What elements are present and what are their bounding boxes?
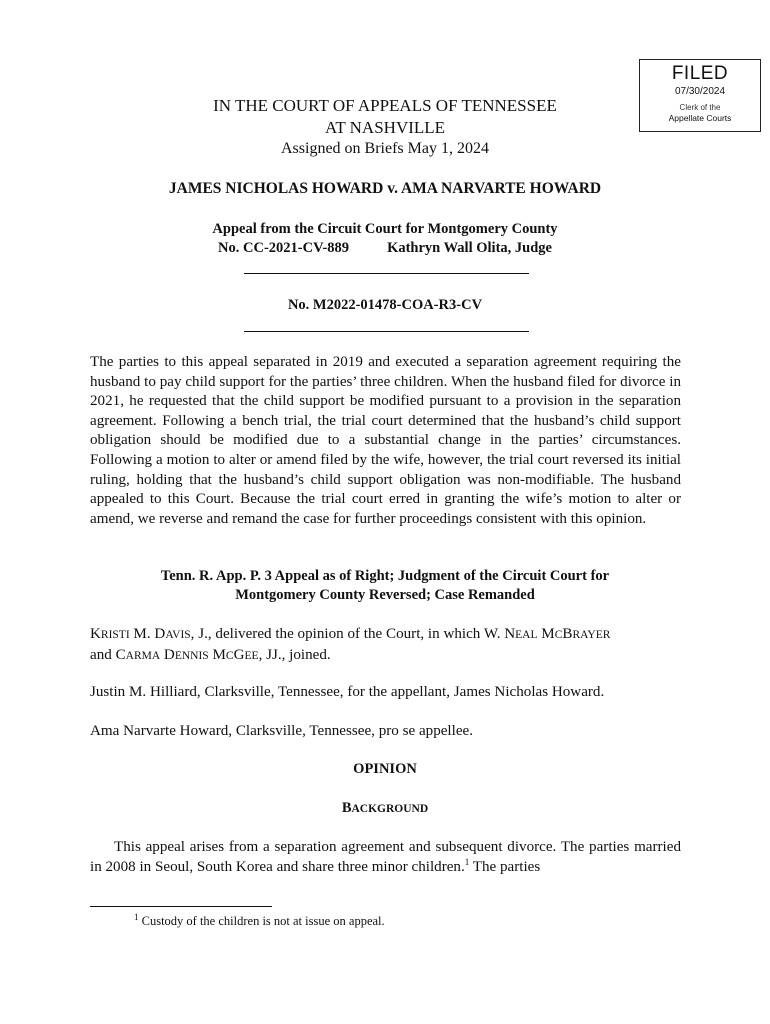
court-name: IN THE COURT OF APPEALS OF TENNESSEE [213, 96, 557, 115]
trial-judge: Kathryn Wall Olita, Judge [387, 240, 552, 256]
footnote-reference: 1 [464, 856, 470, 867]
background-paragraph: This appeal arises from a separation agreement and subsequent divorce. The parties married in 2008 in Seoul, South Korea and share three minor children.$^1$ The parties [90, 839, 681, 875]
case-caption: JAMES NICHOLAS HOWARD v. AMA NARVARTE HOWARD [168, 180, 602, 197]
divider-bottom [244, 331, 529, 332]
docket-number: No. M2022-01478-COA-R3-CV [287, 297, 483, 313]
court-location: AT NASHVILLE [324, 118, 446, 137]
holding-line-1: Tenn. R. App. P. 3 Appeal as of Right; Judgment of the Circuit Court for [160, 568, 610, 584]
footnote-marker: 1 [134, 911, 139, 922]
appellate-courts-label: Appellate Courts [668, 113, 732, 123]
background-heading: BACKGROUND [341, 800, 429, 816]
appellant-counsel: Justin M. Hilliard, Clarksville, Tennessee, for the appellant, James Nicholas Howard. [90, 684, 605, 700]
trial-case-number: No. CC-2021-CV-889 [218, 240, 350, 256]
trial-case-info [0, 240, 770, 257]
footnote-divider [90, 906, 272, 907]
footnote [134, 911, 385, 929]
appellee-counsel: Ama Narvarte Howard, Clarksville, Tennessee, pro se appellee. [90, 723, 473, 739]
case-summary: The parties to this appeal separated in 2019 and executed a separation agreement requiring the husband to pay child support for the parties’ three children. When the husband filed for divorce in 2021, he requested that the child support be modified pursuant to a provision in the separation agreement. Following a bench trial, the trial court determined that the husband’s child support obligation should be modified due to a substantial change in the parties’ circumstances. Following a motion to alter or amend filed by the wife, however, the trial court reversed its initial ruling, holding that the husband’s child support obligation was non-modifiable. The husband appealed to this Court. Because the trial court erred in granting the wife’s motion to alter or amend, we reverse and remand the case for further proceedings consistent with this opinion. [90, 354, 681, 527]
assigned-date: Assigned on Briefs May 1, 2024 [281, 140, 489, 157]
opinion-heading: OPINION [353, 761, 417, 777]
opinion-author-statement: KRISTI M. DAVIS, J., delivered the opinion of the Court, in which W. NEAL MCBRAYER and CARMA DENNIS MCGEE, JJ., joined. [90, 626, 611, 663]
filed-label: FILED [671, 63, 729, 84]
filed-date: 07/30/2024 [674, 86, 726, 97]
appeal-from: Appeal from the Circuit Court for Montgomery County [212, 221, 558, 237]
divider-top [244, 273, 529, 274]
clerk-label: Clerk of the [679, 103, 721, 112]
holding-line-2: Montgomery County Reversed; Case Remanded [235, 587, 535, 603]
footnote-text: Custody of the children is not at issue on appeal. [138, 914, 385, 928]
